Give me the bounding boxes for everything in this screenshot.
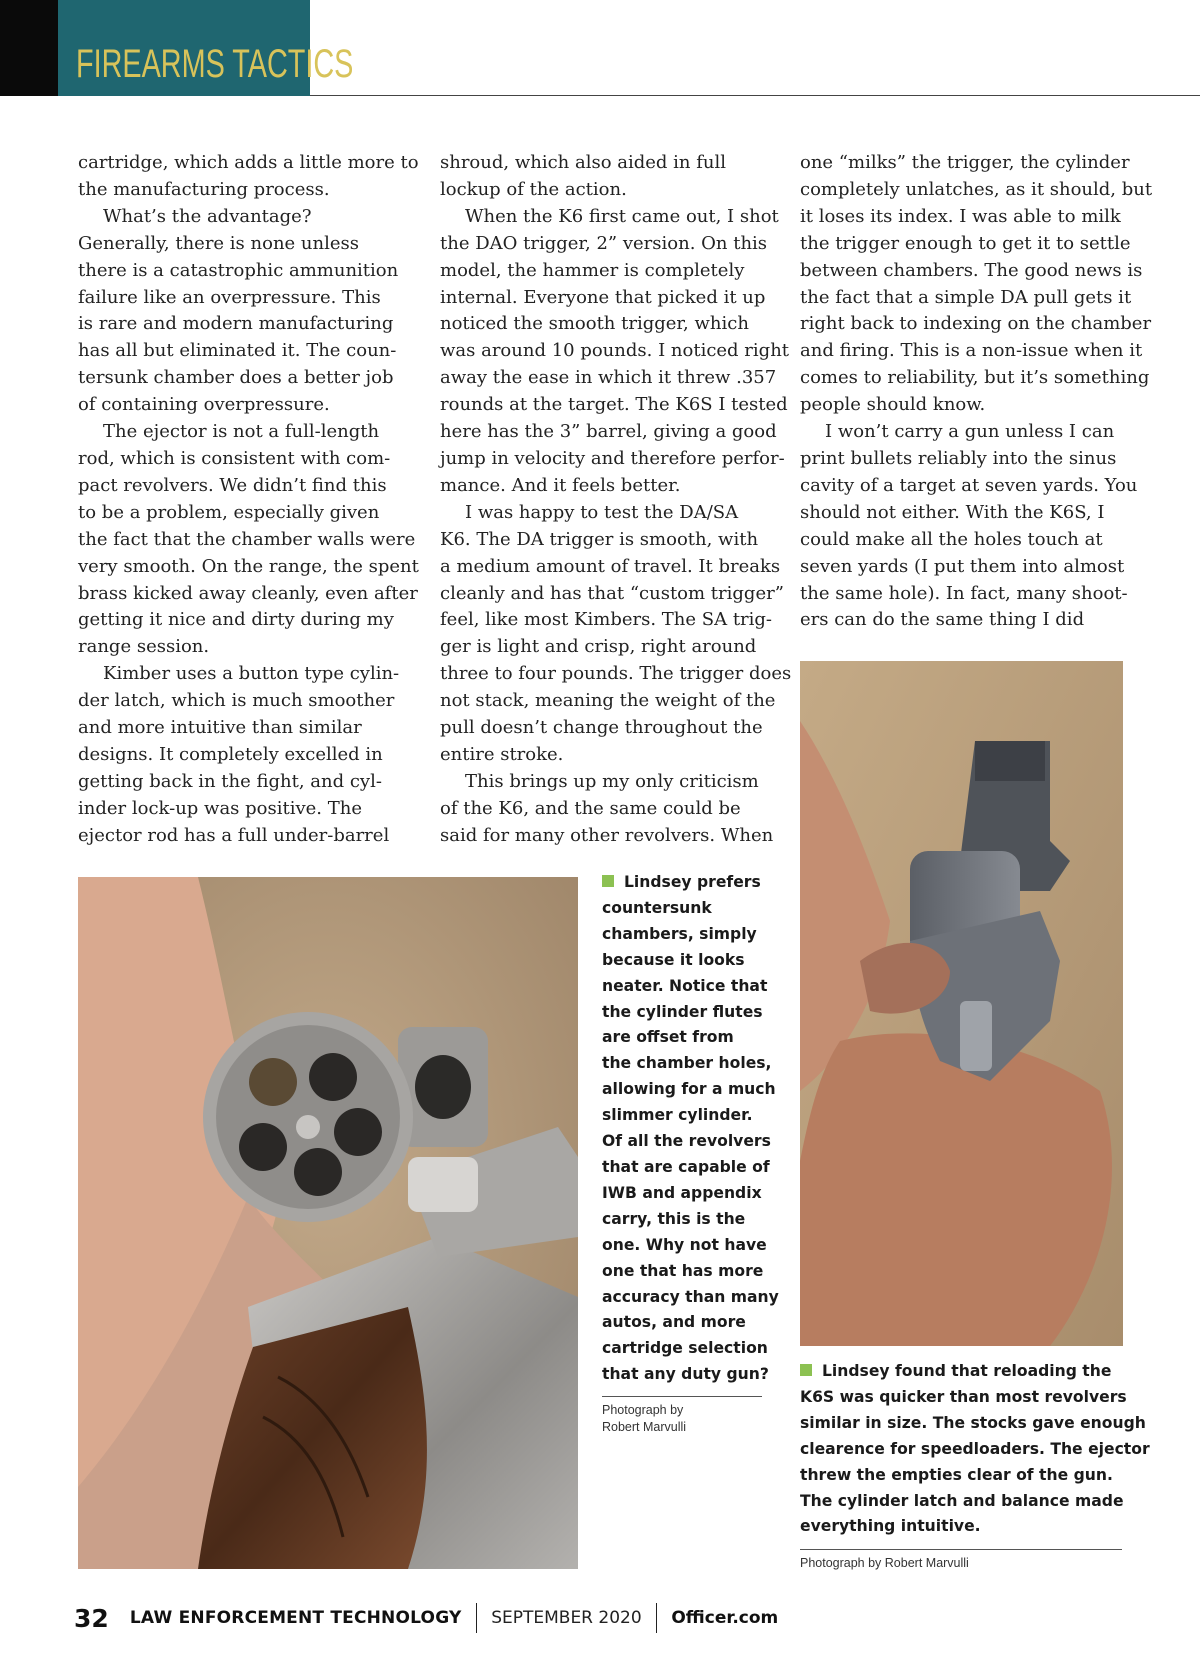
article-line: it loses its index. I was able to milk [800,205,1121,227]
caption-line [602,948,779,974]
article-line: could make all the holes touch at [800,528,1103,550]
caption-text: allowing for a much [602,1080,776,1099]
article-line: failure like an overpressure. This [78,286,381,308]
article-line: pull doesn’t change throughout the [440,717,763,739]
caption-text: Lindsey found that reloading the [822,1362,1112,1380]
article-line: noticed the smooth trigger, which [440,313,749,335]
article-line: lockup of the action. [440,178,627,200]
article-line: pact revolvers. We didn’t find this [78,474,387,496]
article-line: the fact that a simple DA pull gets it [800,286,1132,308]
article-line: getting it nice and dirty during my [78,609,394,631]
caption-text: autos, and more [602,1313,746,1332]
article-column-2 [440,150,792,850]
caption-text: because it looks [602,950,745,969]
article-line: feel, like most Kimbers. The SA trig- [440,609,773,631]
caption-text: that are capable of [602,1157,770,1176]
article-line: cartridge, which adds a little more to [78,152,419,173]
article-line: comes to reliability, but it’s something [800,367,1150,389]
caption-line [602,1310,779,1336]
caption-text: neater. Notice that [602,976,768,995]
page-footer [74,1603,778,1639]
caption-text: chambers, simply [602,924,757,943]
article-line: cavity of a target at seven yards. You [800,474,1138,496]
caption-text: one that has more [602,1261,764,1280]
article-line: I won’t carry a gun unless I can [825,421,1115,443]
article-line: designs. It completely excelled in [78,743,383,765]
caption-line [602,1051,779,1077]
website-link[interactable]: Officer.com [671,1608,779,1628]
article-line: cleanly and has that “custom trigger” [440,582,784,604]
section-title: FIREARMS TACTICS [76,42,354,86]
article-line: the fact that the chamber walls were [78,528,416,550]
article-line: people should know. [800,394,986,416]
article-line: here has the 3” barrel, giving a good [440,421,777,443]
article-line: I was happy to test the DA/SA [465,501,739,523]
article-line: entire stroke. [440,743,564,765]
revolver-reload-photo [800,661,1123,1346]
caption-line [602,1155,779,1181]
article-line: and more intuitive than similar [78,717,362,739]
footer-divider [476,1603,478,1633]
article-line: a medium amount of travel. It breaks [440,555,781,577]
caption-line [800,1514,1150,1540]
article-line: to be a problem, especially given [78,501,380,523]
article-line: not stack, meaning the weight of the [440,690,776,712]
article-line: getting back in the fight, and cyl- [78,770,382,792]
article-line: very smooth. On the range, the spent [78,555,419,577]
right-caption-rule [800,1549,1122,1550]
caption-text: IWB and appendix [602,1183,762,1202]
caption-line [800,1463,1150,1489]
article-line: ejector rod has a full under-barrel [78,824,390,846]
header-rule [310,95,1200,96]
article-line: Generally, there is none unless [78,232,359,254]
article-line: ers can do the same thing I did [800,609,1085,631]
article-line: inder lock-up was positive. The [78,797,362,819]
article-line: The ejector is not a full-length [103,421,380,443]
right-photo-caption [800,1359,1150,1540]
caption-line [602,1025,779,1051]
caption-text: threw the empties clear of the gun. [800,1465,1113,1484]
caption-line [602,1181,779,1207]
caption-line [800,1437,1150,1463]
right-photo-credit [800,1555,969,1572]
article-line: has all but eliminated it. The coun- [78,340,397,362]
caption-text: cartridge selection [602,1339,768,1358]
page-number: 32 [74,1603,109,1633]
article-line: of containing overpressure. [78,394,330,416]
accent-square-icon [602,875,614,887]
caption-text: the cylinder flutes [602,1002,763,1021]
caption-line [602,1077,779,1103]
article-line: K6. The DA trigger is smooth, with [440,528,759,550]
article-line: This brings up my only criticism [465,770,759,792]
caption-line [800,1489,1150,1515]
caption-text: the chamber holes, [602,1054,772,1073]
caption-line [602,896,779,922]
revolver-cylinder-photo [78,877,578,1569]
caption-line [602,1207,779,1233]
caption-text: that any duty gun? [602,1365,769,1384]
caption-line [602,1000,779,1026]
revolver-cylinder-illustration [78,877,578,1569]
caption-text: similar in size. The stocks gave enough [800,1413,1146,1432]
caption-line [602,1103,779,1129]
credit-line: Photograph by Robert Marvulli [800,1556,969,1570]
caption-line [800,1359,1150,1385]
article-line: What’s the advantage? [103,205,312,227]
caption-text: countersunk [602,898,712,917]
article-line: model, the hammer is completely [440,259,745,281]
article-line: rod, which is consistent with com- [78,447,391,469]
caption-text: one. Why not have [602,1235,767,1254]
article-line: said for many other revolvers. When [440,824,774,846]
header-black-block [0,0,58,96]
article-line: there is a catastrophic ammunition [78,259,399,281]
article-line: away the ease in which it threw .357 [440,367,777,389]
caption-text: accuracy than many [602,1287,779,1306]
caption-text: everything intuitive. [800,1517,981,1536]
accent-square-icon [800,1364,812,1376]
article-line: ger is light and crisp, right around [440,636,757,658]
caption-line [602,1129,779,1155]
article-line: three to four pounds. The trigger does [440,663,792,685]
article-line: the manufacturing process. [78,178,330,200]
article-line: der latch, which is much smoother [78,690,395,712]
article-line: jump in velocity and therefore perfor- [440,447,785,469]
credit-line: Photograph by [602,1403,684,1417]
left-caption-rule [602,1396,762,1397]
caption-line [602,974,779,1000]
caption-line [602,922,779,948]
article-line: and firing. This is a non-issue when it [800,340,1143,362]
caption-text: The cylinder latch and balance made [800,1491,1124,1510]
caption-text: Lindsey prefers [624,873,761,891]
article-line: range session. [78,636,210,658]
article-line: one “milks” the trigger, the cylinder [800,152,1130,173]
caption-line [800,1411,1150,1437]
caption-text: slimmer cylinder. [602,1106,753,1125]
caption-line [602,870,779,896]
caption-line [602,1285,779,1311]
article-line: should not either. With the K6S, I [800,501,1105,523]
footer-divider [656,1603,658,1633]
article-line: mance. And it feels better. [440,474,681,496]
article-line: between chambers. The good news is [800,259,1143,281]
article-line: internal. Everyone that picked it up [440,286,766,308]
article-line: right back to indexing on the chamber [800,313,1152,335]
caption-text: Of all the revolvers [602,1132,771,1151]
article-line: of the K6, and the same could be [440,797,741,819]
article-column-3 [800,150,1153,634]
article-line: completely unlatches, as it should, but [800,178,1153,200]
publication-name: LAW ENFORCEMENT TECHNOLOGY [129,1608,462,1628]
caption-text: are offset from [602,1028,734,1047]
article-line: is rare and modern manufacturing [78,313,394,335]
article-line: print bullets reliably into the sinus [800,447,1117,469]
article-line: When the K6 first came out, I shot [465,205,779,227]
caption-line [602,1259,779,1285]
article-line: brass kicked away cleanly, even after [78,582,418,604]
article-line: seven yards (I put them into almost [800,555,1125,577]
left-photo-credit [602,1402,686,1436]
article-line: Kimber uses a button type cylin- [103,663,400,685]
article-line: rounds at the target. The K6S I tested [440,394,788,416]
caption-text: clearence for speedloaders. The ejector [800,1439,1150,1458]
article-line: the same hole). In fact, many shoot- [800,582,1128,604]
caption-line [800,1385,1150,1411]
revolver-reload-illustration [800,661,1123,1346]
caption-line [602,1362,779,1388]
credit-line: Robert Marvulli [602,1420,687,1434]
caption-text: K6S was quicker than most revolvers [800,1387,1127,1406]
article-line: the trigger enough to get it to settle [800,232,1131,254]
article-line: tersunk chamber does a better job [78,367,394,389]
issue-date: SEPTEMBER 2020 [491,1608,642,1628]
caption-line [602,1336,779,1362]
caption-line [602,1233,779,1259]
article-column-1 [78,150,419,850]
article-line: was around 10 pounds. I noticed right [440,340,790,362]
left-photo-caption [602,870,779,1388]
article-line: the DAO trigger, 2” version. On this [440,232,768,254]
article-line: shroud, which also aided in full [440,152,727,173]
caption-text: carry, this is the [602,1209,746,1228]
